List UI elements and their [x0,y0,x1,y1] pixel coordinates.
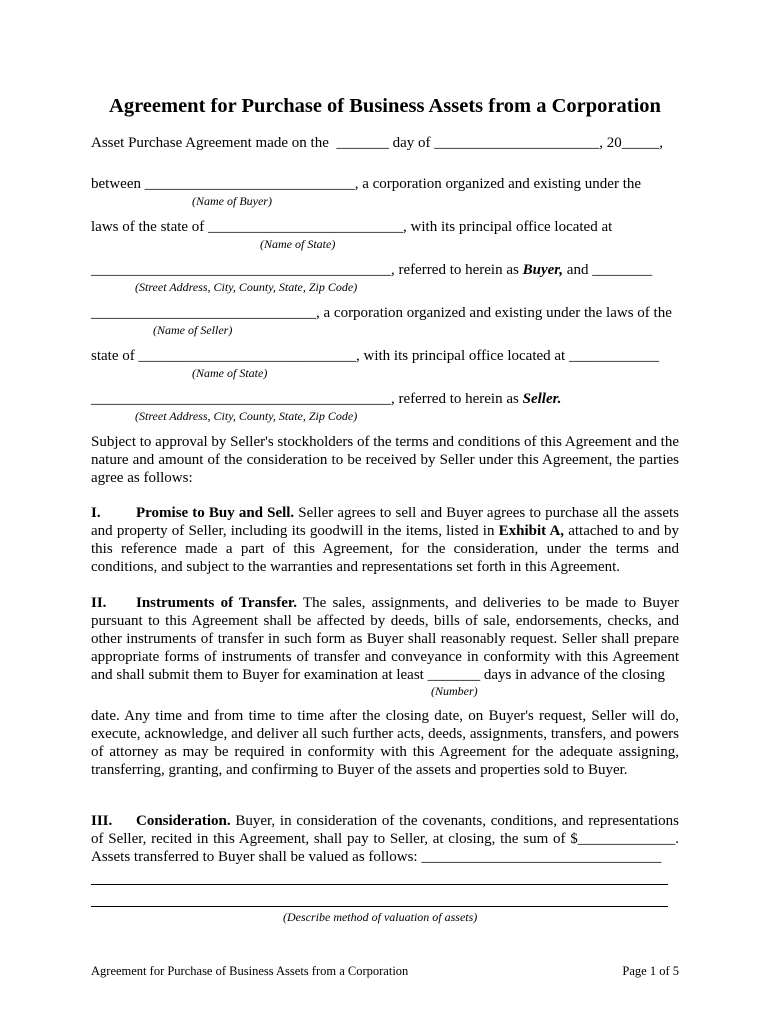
seller-term: Seller. [522,391,562,407]
section-2-continued: date. Any time and from time to time after the closing date, on Buyer's request, Seller will do, execute, acknowledge, and deliver all such further acts, deeds, assignments, transfers, and powers of attorney as may be required in conformity with this Agreement for the adequate assigning, transferring, granting, and confirming to Buyer of the assets and properties sold to Buyer. [91,708,679,778]
section-1-text-a: Seller agrees to sell and Buyer agrees to purchase all the assets and property of Seller, including its goodwill in the items, listed in [91,505,679,539]
preamble-seller-state-line: state of _____________________________, with its principal office located at ____________ [91,348,659,364]
section-1 [91,504,679,576]
number-caption: (Number) [431,684,478,698]
preamble-date-line: Asset Purchase Agreement made on the _______ day of ______________________, 20_____, [91,135,663,151]
buyer-name-caption: (Name of Buyer) [192,194,272,208]
preamble-seller-line: ______________________________, a corporation organized and existing under the laws of the [91,305,672,321]
section-3 [91,812,679,866]
seller-name-caption: (Name of Seller) [153,323,233,337]
seller-address-text: ________________________________________, referred to herein as [91,391,523,407]
footer-page-number: Page 1 of 5 [622,964,679,978]
state-name-caption-2: (Name of State) [192,366,268,380]
intro-paragraph: Subject to approval by Seller's stockholders of the terms and conditions of this Agreement and the nature and amount of the consideration to be received by Seller under this Agreement, the parties agree as follows: [91,434,679,486]
section-3-heading: Consideration. [136,813,231,829]
valuation-blank-line-1 [91,884,668,885]
state-name-caption-1: (Name of State) [260,237,336,251]
exhibit-reference: Exhibit A, [498,523,565,539]
address-caption-1: (Street Address, City, County, State, Zip Code) [135,280,358,294]
section-2-text-a: The sales, assignments, and deliveries to be made to Buyer pursuant to this Agreement shall be affected by deeds, bills of sale, endorsements, checks, and other instruments of transfer in such form as Buyer shall reasonably request. Seller shall prepare appropriate forms of instruments of transfer and conveyance in conformity with this Agreement and shall submit them to Buyer for examination at least _______ days in advance of the closing [91,595,680,683]
footer-title: Agreement for Purchase of Business Assets from a Corporation [91,964,409,978]
buyer-address-tail: and ________ [563,262,653,278]
section-3-number: III. [91,813,113,829]
preamble-state-line: laws of the state of __________________________, with its principal office located at [91,219,613,235]
section-1-heading: Promise to Buy and Sell. [136,505,295,521]
section-2-heading: Instruments of Transfer. [136,595,297,611]
valuation-blank-line-2 [91,906,668,907]
document-title: Agreement for Purchase of Business Assets from a Corporation [109,95,661,117]
section-2 [91,594,679,684]
section-1-text-b: attached to and by this reference made a part of this Agreement, for the consideration, under the terms and conditions, and subject to the warranties and representations set forth in this Agreement. [91,523,679,575]
valuation-caption: (Describe method of valuation of assets) [283,910,478,924]
preamble-buyer-line: between ____________________________, a corporation organized and existing under the [91,176,642,192]
section-2-number: II. [91,595,107,611]
buyer-term: Buyer, [522,262,564,278]
section-3-text: Buyer, in consideration of the covenants, conditions, and representations of Seller, recited in this Agreement, shall pay to Seller, at closing, the sum of $_____________. Assets transferred to Buyer shall be valued as follows: ________________________________ [91,813,679,865]
preamble-seller-address-line [91,390,561,408]
section-1-number: I. [91,505,101,521]
buyer-address-text: ________________________________________, referred to herein as [91,262,523,278]
address-caption-2: (Street Address, City, County, State, Zip Code) [135,409,358,423]
preamble-buyer-address-line [91,261,652,279]
